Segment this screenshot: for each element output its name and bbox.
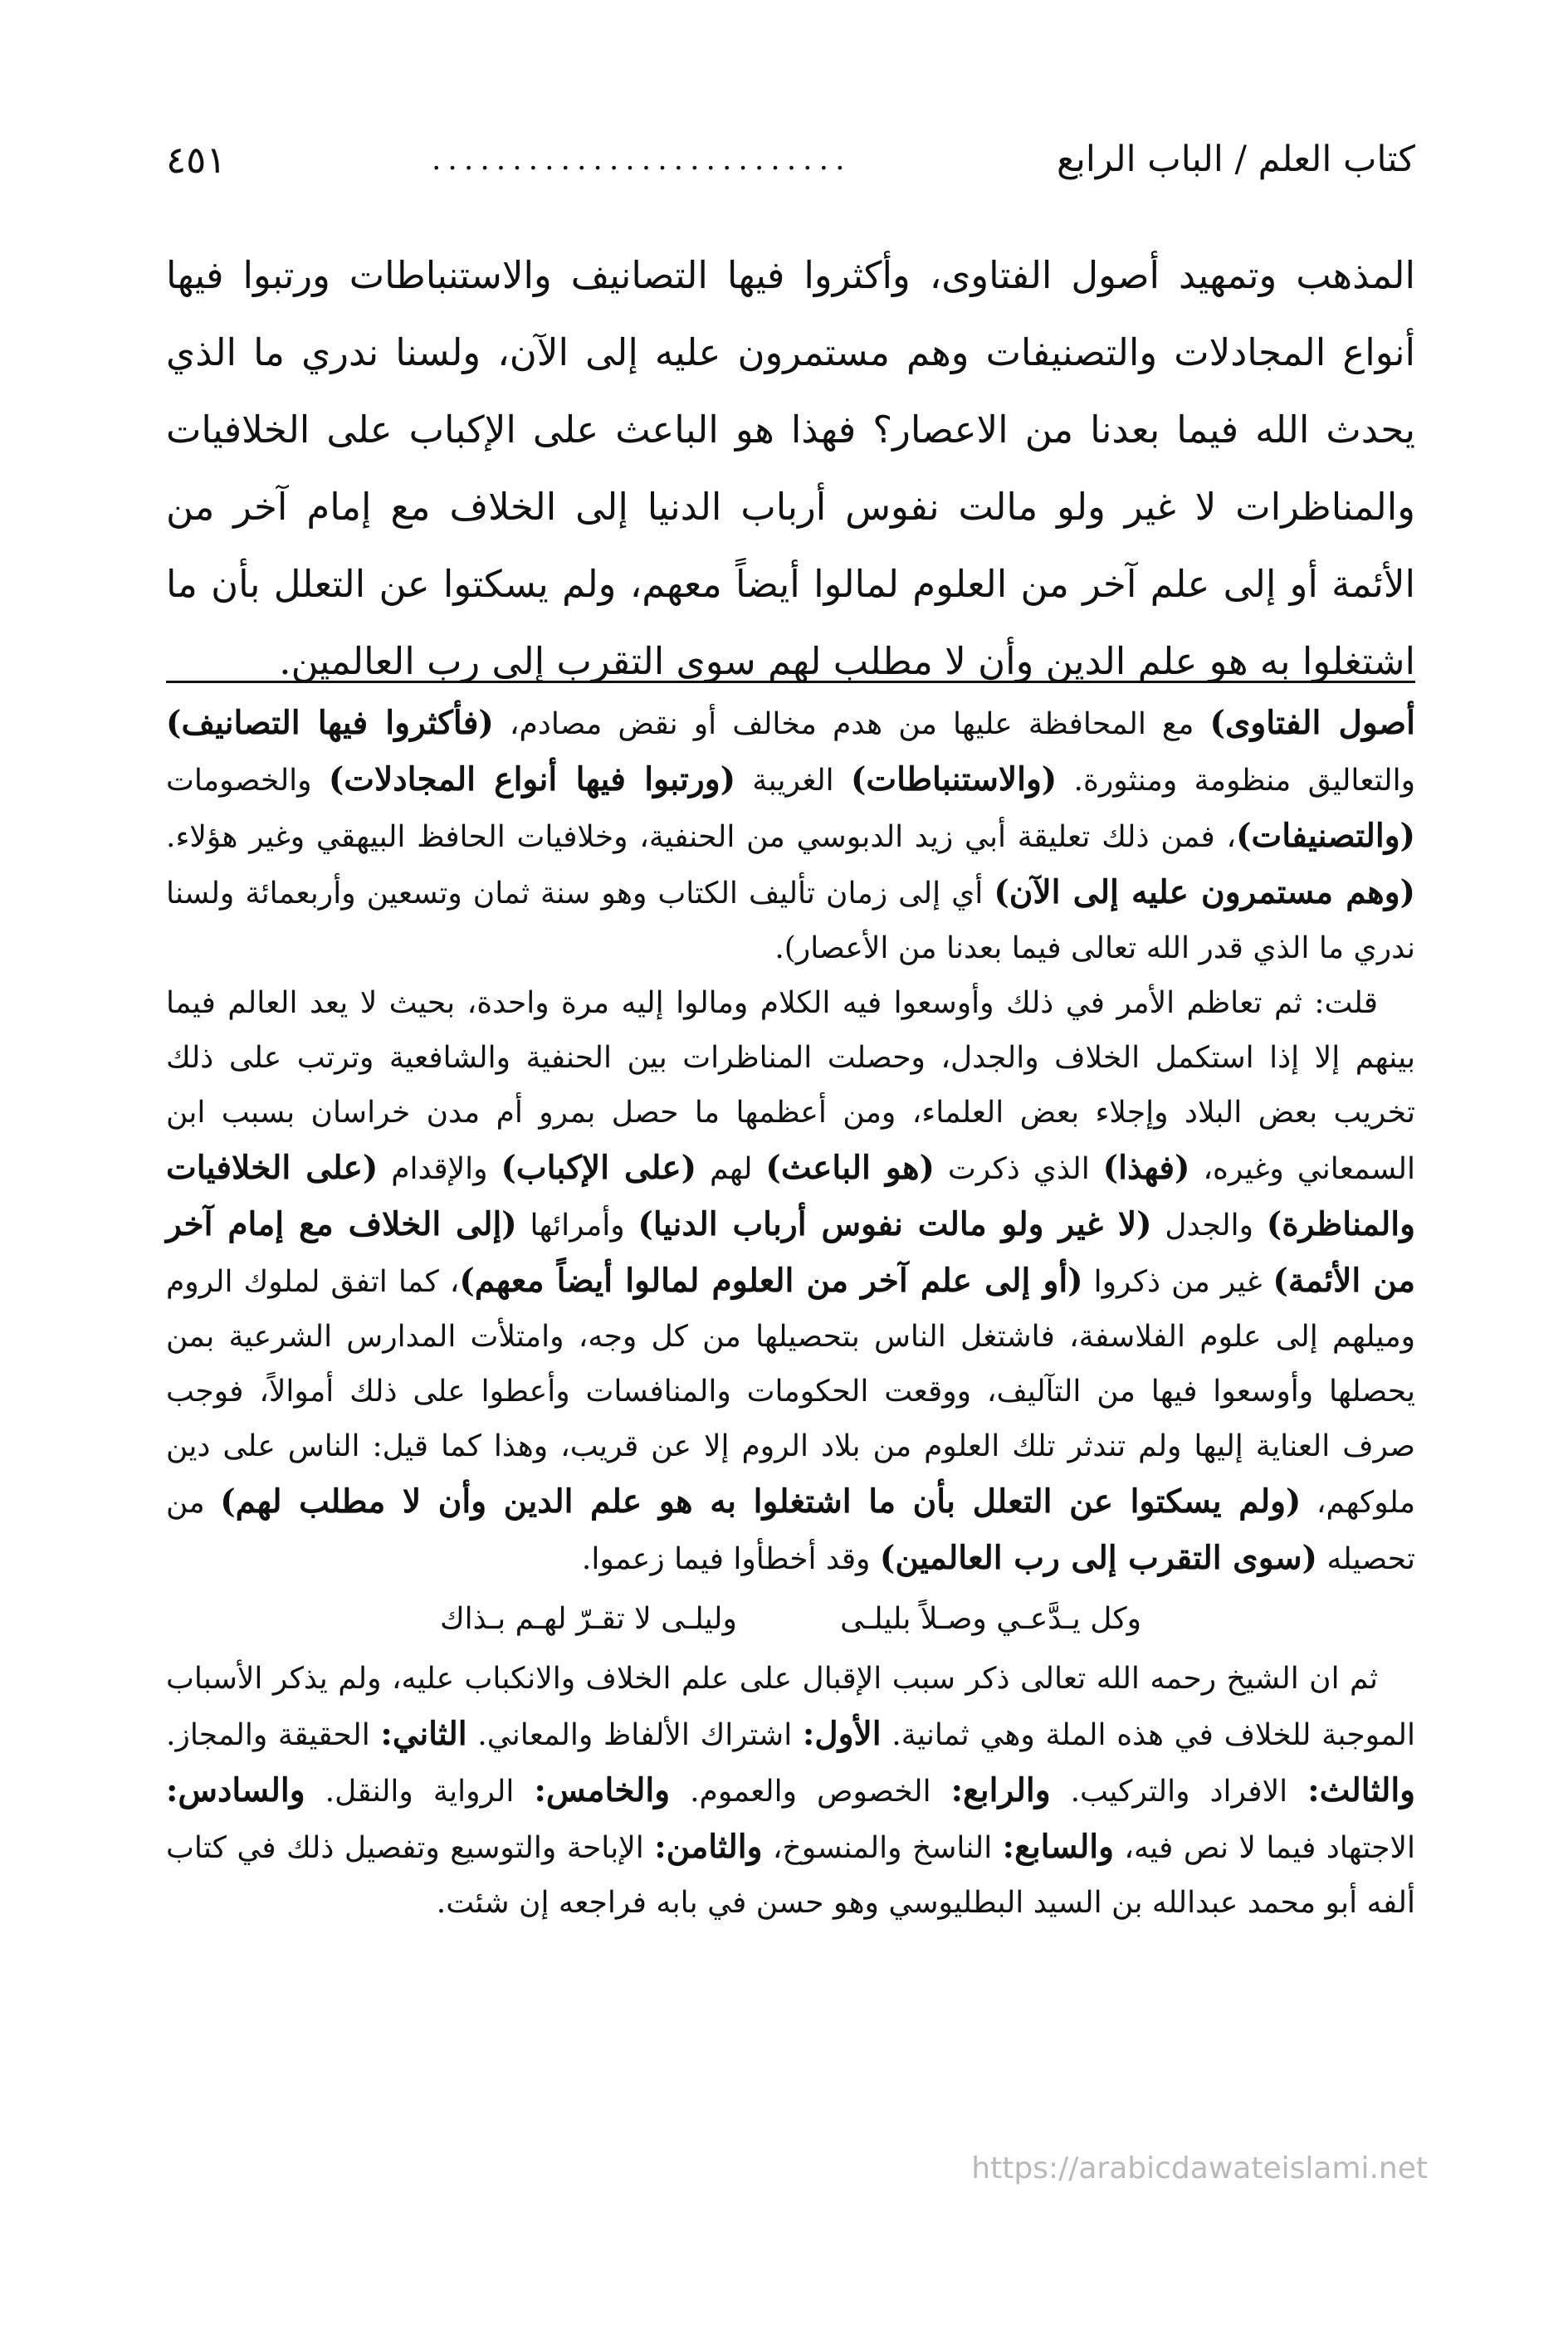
commentary-text: الاجتهاد فيما لا نص فيه، xyxy=(1113,1831,1415,1865)
commentary-paragraph-1 xyxy=(166,696,1415,976)
bold-quote: (فهذا) xyxy=(1102,1149,1190,1187)
commentary-text: الغريبة xyxy=(735,764,851,798)
commentary-text: الافراد والتركيب. xyxy=(1050,1775,1308,1809)
commentary-text: ، فمن ذلك تعليقة أبي زيد الدبوسي من الحنفية، وخلافيات الحافظ البيهقي وغير هؤلاء. xyxy=(166,820,1237,854)
commentary-text: الخصوص والعموم. xyxy=(670,1775,951,1809)
bold-quote: (والاستنباطات) xyxy=(850,760,1058,798)
footnote-divider xyxy=(166,681,1415,683)
running-title: كتاب العلم / الباب الرابع xyxy=(1056,139,1415,180)
commentary-text: ، كما اتفق لملوك الروم وميلهم إلى علوم الفلاسفة، فاشتغل الناس بتحصيلها من كل وجه، وامتلأت المدارس الشرعية بمن يحصلها وأوسعوا فيها من التآليف، ووقعت الحكومات والمنافسات وأعطوا على ذلك أموالاً، فوجب صرف العناية إليها ولم تندثر تلك العلوم من بلاد الروم إلا عن قريب، وهذا كما قيل: الناس على دين ملوكهم، xyxy=(166,1265,1415,1520)
bold-term: والثالث: xyxy=(1307,1771,1415,1809)
bold-term: الأول: xyxy=(802,1715,882,1753)
bold-quote: (لا غير ولو مالت نفوس أرباب الدنيا) xyxy=(637,1205,1152,1243)
bold-quote: (على الخلافيات والمناظرة) xyxy=(166,1149,1415,1243)
bold-term: والسابع: xyxy=(1002,1828,1114,1866)
bold-quote: (والتصنيفات) xyxy=(1236,817,1415,855)
bold-quote: (فأكثروا فيها التصانيف) xyxy=(166,704,494,742)
page-header xyxy=(166,126,1415,193)
commentary-paragraph-2 xyxy=(166,976,1415,1587)
commentary-text: الذي ذكرت xyxy=(935,1152,1103,1186)
commentary-text: وقد أخطأوا فيما زعموا. xyxy=(581,1542,880,1576)
bold-quote: (على الإكباب) xyxy=(501,1149,697,1187)
bold-term: والخامس: xyxy=(534,1771,671,1809)
site-watermark: https://arabicdawateislami.net xyxy=(971,2151,1428,2185)
commentary-text: والتعاليق منظومة ومنثورة. xyxy=(1057,764,1415,798)
commentary-text: ثم ان الشيخ رحمه الله تعالى ذكر سبب الإقبال على علم الخلاف والانكباب عليه، ولم يذكر الأسباب الموجبة للخلاف في هذه الملة وهي ثمانية. xyxy=(166,1662,1415,1752)
main-text-block xyxy=(166,237,1415,700)
commentary-text: والخصومات xyxy=(166,764,329,798)
commentary-paragraph-3 xyxy=(166,1652,1415,1931)
commentary-text: الرواية والنقل. xyxy=(305,1775,535,1809)
commentary-text: والإقدام xyxy=(378,1152,501,1186)
commentary-text: مع المحافظة عليها من هدم مخالف أو نقض مصادم، xyxy=(493,707,1210,741)
bold-term: والسادس: xyxy=(166,1771,305,1809)
bold-quote: (ولم يسكتوا عن التعلل بأن ما اشتغلوا به هو علم الدين وأن لا مطلب لهم) xyxy=(220,1482,1302,1521)
verse-first-hemistich: وكل يـدَّعـي وصـلاً بليلـى xyxy=(840,1602,1141,1636)
bold-quote: (هو الباعث) xyxy=(765,1149,935,1187)
commentary-text: والجدل xyxy=(1151,1209,1267,1243)
commentary-text: اشتراك الألفاظ والمعاني. xyxy=(466,1718,803,1752)
bold-term: والثامن: xyxy=(654,1828,763,1866)
header-leader-dots: .......................... xyxy=(431,142,852,177)
commentary-text: قلت: ثم تعاظم الأمر في ذلك وأوسعوا فيه الكلام ومالوا إليه مرة واحدة، بحيث لا يعد العالم فيما بينهم إلا إذا استكمل الخلاف والجدل، وحصلت المناظرات بين الحنفية والشافعية وترتب على ذلك تخريب بعض البلاد وإجلاء بعض العلماء، ومن أعظمها ما حصل بمرو أم مدن خراسان بسبب ابن السمعاني وغيره، xyxy=(166,986,1416,1186)
page-number: ٤٥١ xyxy=(166,137,227,182)
main-paragraph: المذهب وتمهيد أصول الفتاوى، وأكثروا فيها التصانيف والاستنباطات ورتبوا فيها أنواع المجادلات والتصنيفات وهم مستمرون عليه إلى الآن، ولسنا ندري ما الذي يحدث الله فيما بعدنا من الاعصار؟ فهذا هو الباعث على الإكباب على الخلافيات والمناظرات لا غير ولو مالت نفوس أرباب الدنيا إلى الخلاف مع إمام آخر من الأئمة أو إلى علم آخر من العلوم لمالوا أيضاً معهم، ولم يسكتوا عن التعلل بأن ما اشتغلوا به هو علم الدين وأن لا مطلب لهم سوى التقرب إلى رب العالمين. xyxy=(166,253,1415,683)
commentary-text: من تحصيله xyxy=(166,1486,1415,1576)
commentary-block xyxy=(166,696,1415,1931)
commentary-text: غير من ذكروا xyxy=(1082,1265,1273,1299)
commentary-text: الناسخ والمنسوخ، xyxy=(762,1831,1003,1865)
bold-quote: (أو إلى علم آخر من العلوم لمالوا أيضاً معهم) xyxy=(459,1262,1083,1300)
poem-verse xyxy=(166,1592,1415,1647)
bold-quote: (ورتبوا فيها أنواع المجادلات) xyxy=(328,760,736,798)
commentary-text: لهم xyxy=(696,1152,766,1186)
bold-quote: (سوى التقرب إلى رب العالمين) xyxy=(879,1539,1317,1577)
commentary-text: أي إلى زمان تأليف الكتاب وهو سنة ثمان وتسعين وأربعمائة ولسنا ندري ما الذي قدر الله تعالى فيما بعدنا من الأعصار). xyxy=(166,877,1415,965)
bold-quote: (إلى الخلاف مع إمام آخر من الأئمة) xyxy=(166,1205,1416,1300)
commentary-text: وأمرائها xyxy=(516,1209,638,1243)
verse-second-hemistich: وليلـى لا تقـرّ لهـم بـذاك xyxy=(440,1602,737,1636)
bold-term: الثاني: xyxy=(380,1715,467,1753)
bold-quote: (وهم مستمرون عليه إلى الآن) xyxy=(994,873,1416,911)
bold-quote: أصول الفتاوى) xyxy=(1209,704,1415,742)
commentary-text: الحقيقة والمجاز. xyxy=(166,1718,381,1752)
bold-term: والرابع: xyxy=(950,1771,1051,1809)
commentary-text: الإباحة والتوسيع وتفصيل ذلك في كتاب ألفه أبو محمد عبدالله بن السيد البطليوسي وهو حسن في بابه فراجعه إن شئت. xyxy=(166,1831,1415,1920)
